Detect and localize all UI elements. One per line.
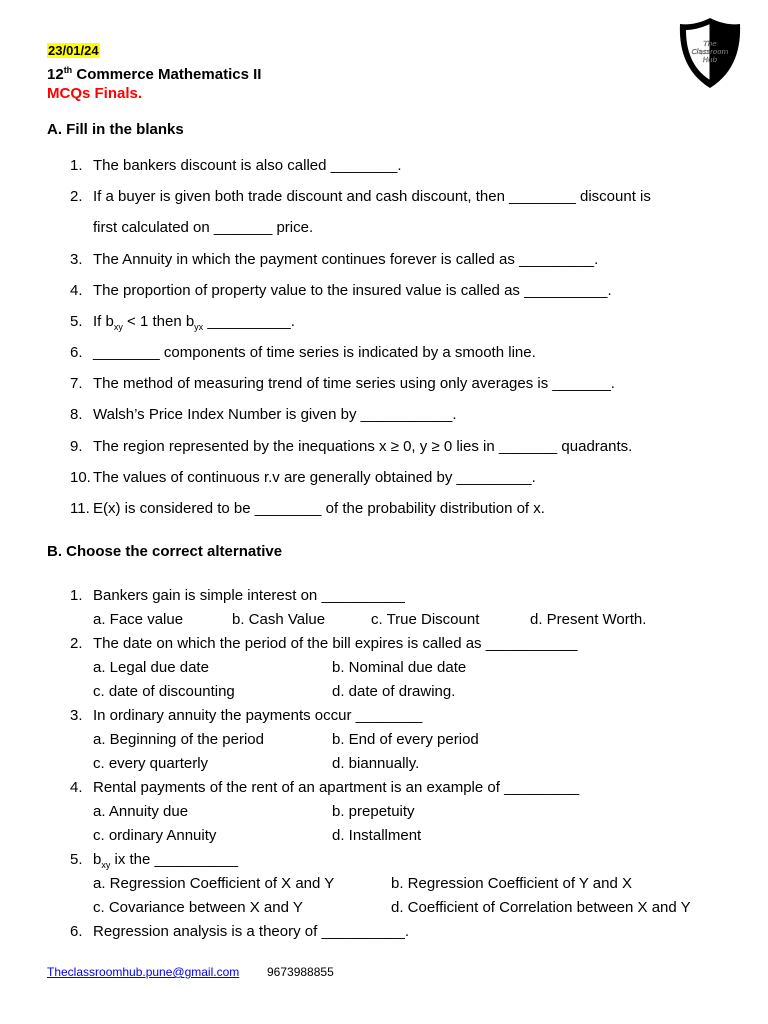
b-q5-sub: xy — [101, 860, 111, 870]
b-q4-number: 4. — [70, 779, 83, 796]
section-a-title: A. Fill in the blanks — [47, 121, 184, 138]
a-q5-pre: If b — [93, 313, 114, 330]
subject-title — [47, 60, 261, 85]
a-q2-text-line2: first calculated on _______ price. — [93, 219, 314, 236]
b-q5-pre: b — [93, 851, 102, 868]
b-q2-option-c: c. date of discounting — [93, 683, 235, 700]
b-q1-option-d: d. Present Worth. — [530, 611, 647, 628]
a-q3-text: The Annuity in which the payment continues forever is called as _________. — [93, 251, 599, 268]
b-q5-text — [93, 850, 238, 875]
a-q1-number: 1. — [70, 157, 83, 174]
a-q10-number: 10. — [70, 469, 91, 486]
b-q3-option-c: c. every quarterly — [93, 755, 209, 772]
logo-text-line-2: Classroom — [691, 48, 729, 56]
classroom-hub-logo — [676, 16, 744, 90]
b-q4-text: Rental payments of the rent of an apartment is an example of _________ — [93, 779, 580, 796]
b-q4-option-c: c. ordinary Annuity — [93, 827, 217, 844]
a-q5-mid: < 1 then b — [122, 313, 195, 330]
b-q4-option-b: b. prepetuity — [332, 803, 415, 820]
a-q3-number: 3. — [70, 251, 83, 268]
a-q9-number: 9. — [70, 438, 83, 455]
b-q5-number: 5. — [70, 851, 83, 868]
b-q1-option-c: c. True Discount — [371, 611, 480, 628]
a-q6-text: ________ components of time series is indicated by a smooth line. — [93, 344, 536, 361]
a-q1-text: The bankers discount is also called ________. — [93, 157, 402, 174]
a-q5-sub-yx: yx — [194, 322, 204, 332]
subject-name: Commerce Mathematics II — [72, 66, 262, 83]
b-q2-text: The date on which the period of the bill expires is called as ___________ — [93, 635, 578, 652]
b-q2-option-d: d. date of drawing. — [332, 683, 456, 700]
subject-number: 12 — [47, 66, 64, 83]
exam-title: MCQs Finals. — [47, 85, 143, 102]
b-q1-option-a: a. Face value — [93, 611, 184, 628]
a-q7-number: 7. — [70, 375, 83, 392]
b-q5-option-c: c. Covariance between X and Y — [93, 899, 303, 916]
b-q2-option-a: a. Legal due date — [93, 659, 209, 676]
a-q4-number: 4. — [70, 282, 83, 299]
b-q6-number: 6. — [70, 923, 83, 940]
b-q3-option-d: d. biannually. — [332, 755, 420, 772]
a-q4-text: The proportion of property value to the insured value is called as __________. — [93, 282, 612, 299]
b-q6-text: Regression analysis is a theory of __________. — [93, 923, 410, 940]
b-q1-option-b: b. Cash Value — [232, 611, 326, 628]
a-q9-text: The region represented by the inequations x ≥ 0, y ≥ 0 lies in _______ quadrants. — [93, 438, 633, 455]
b-q4-option-d: d. Installment — [332, 827, 422, 844]
date-label: 23/01/24 — [48, 43, 99, 58]
a-q2-number: 2. — [70, 188, 83, 205]
a-q8-number: 8. — [70, 406, 83, 423]
b-q3-text: In ordinary annuity the payments occur ________ — [93, 707, 423, 724]
a-q8-text: Walsh’s Price Index Number is given by ___________. — [93, 406, 457, 423]
a-q2-text: If a buyer is given both trade discount and cash discount, then ________ discount is — [93, 188, 651, 205]
logo-text-line-1: The — [703, 40, 717, 48]
a-q11-text: E(x) is considered to be ________ of the probability distribution of x. — [93, 500, 545, 517]
a-q11-number: 11. — [70, 500, 90, 517]
b-q5-option-a: a. Regression Coefficient of X and Y — [93, 875, 335, 892]
b-q5-option-b: b. Regression Coefficient of Y and X — [391, 875, 632, 892]
b-q3-option-a: a. Beginning of the period — [93, 731, 264, 748]
footer-email-link[interactable]: Theclassroomhub.pune@gmail.com — [47, 965, 240, 979]
a-q5-sub-xy: xy — [113, 322, 123, 332]
a-q5-text — [93, 312, 295, 337]
b-q4-option-a: a. Annuity due — [93, 803, 189, 820]
a-q10-text: The values of continuous r.v are generally obtained by _________. — [93, 469, 536, 486]
b-q2-number: 2. — [70, 635, 83, 652]
a-q5-number: 5. — [70, 313, 83, 330]
b-q3-option-b: b. End of every period — [332, 731, 479, 748]
b-q5-option-d: d. Coefficient of Correlation between X and Y — [391, 899, 691, 916]
footer-phone: 9673988855 — [267, 965, 334, 979]
b-q5-post: ix the __________ — [110, 851, 238, 868]
subject-superscript: th — [63, 65, 73, 75]
b-q3-number: 3. — [70, 707, 83, 724]
a-q5-post: __________. — [203, 313, 295, 330]
section-b-title: B. Choose the correct alternative — [47, 543, 283, 560]
b-q2-option-b: b. Nominal due date — [332, 659, 467, 676]
a-q7-text: The method of measuring trend of time series using only averages is _______. — [93, 375, 615, 392]
logo-text-line-3: Hub — [702, 56, 718, 64]
b-q1-text: Bankers gain is simple interest on __________ — [93, 587, 405, 604]
a-q6-number: 6. — [70, 344, 83, 361]
b-q1-number: 1. — [70, 587, 83, 604]
